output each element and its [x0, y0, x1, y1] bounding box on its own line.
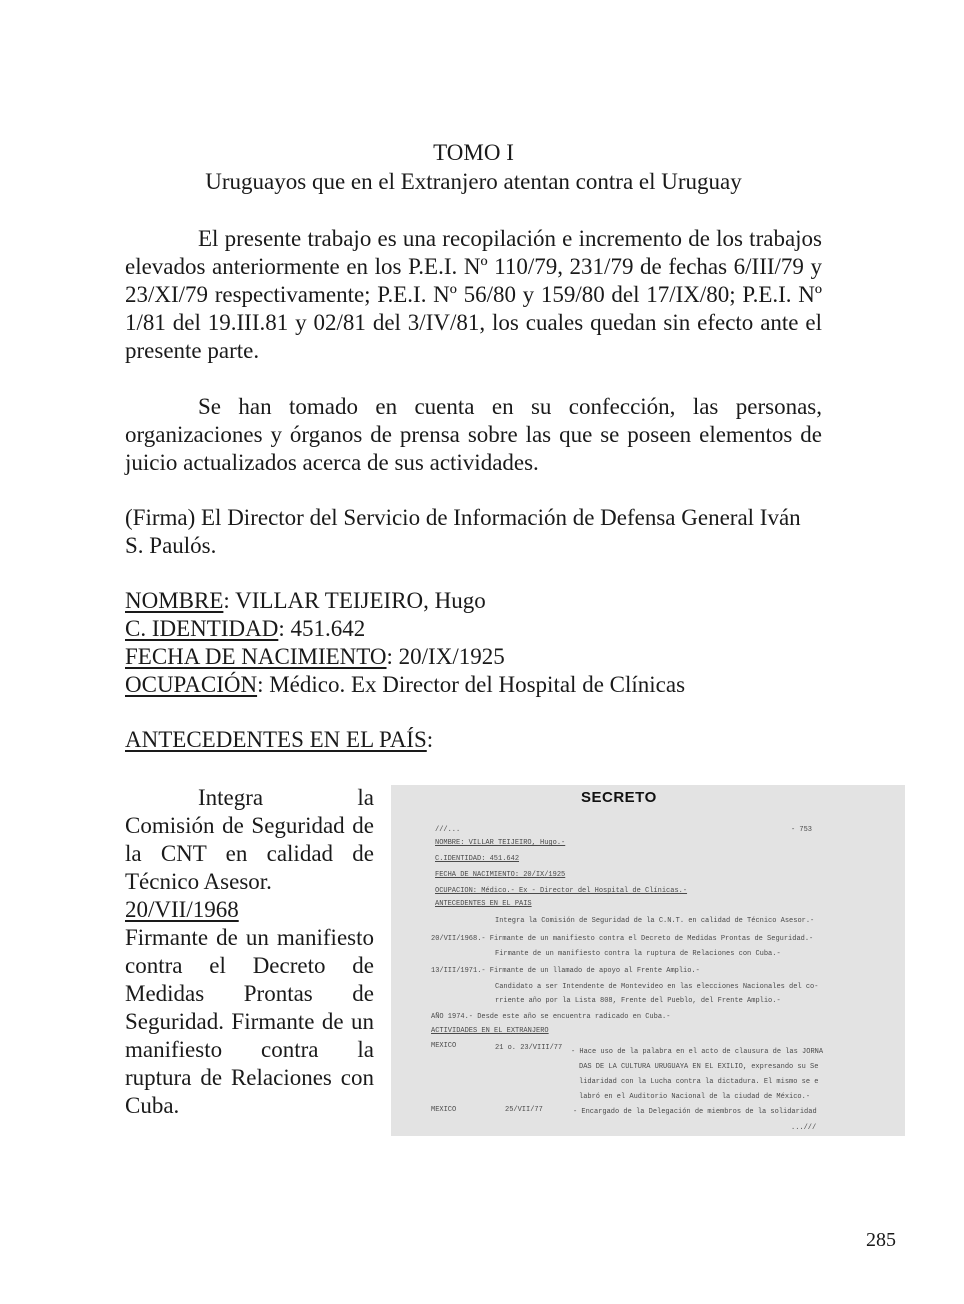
scan-line: - Encargado de la Delegación de miembros de la solidaridad	[573, 1108, 817, 1116]
scan-line: ANTECEDENTES EN EL PAIS	[435, 900, 532, 908]
antecedentes-entry-manifiestos: Firmante de un manifiesto contra el Decreto de Medidas Prontas de Seguridad. Firmante de un manifiesto contra la ruptura de Relaciones con Cuba.	[125, 925, 374, 1118]
scan-line: OCUPACION: Médico.- Ex - Director del Hospital de Clínicas.-	[435, 887, 688, 895]
scan-line: Firmante de un manifiesto contra la ruptura de Relaciones con Cuba.-	[495, 950, 781, 958]
id-label: C. IDENTIDAD	[125, 616, 279, 641]
antecedentes-entry-cnt: Integra la Comisión de Seguridad de la CNT en calidad de Técnico Asesor.	[125, 785, 374, 894]
scanned-document-image	[391, 785, 905, 1136]
scan-line: lidaridad con la Lucha contra la dictadura. El mismo se e	[579, 1078, 819, 1086]
antecedentes-date: 20/VII/1968	[125, 897, 239, 922]
occupation-label: OCUPACIÓN	[125, 672, 258, 697]
intro-paragraph: El presente trabajo es una recopilación e incremento de los trabajos elevados anteriormente en los P.E.I. Nº 110/79, 231/79 de fechas 6/III/79 y 23/XI/79 respectivamente; P.E.I. Nº 56/80 y 159/80 del 17/IX/80; P.E.I. Nº 1/81 del 19.III.81 y 02/81 del 3/IV/81, los cuales quedan sin efecto ante el presente parte.	[125, 226, 822, 363]
name-value: : VILLAR TEIJEIRO, Hugo	[223, 588, 486, 613]
page-number: 285	[866, 1229, 896, 1251]
antecedentes-heading-colon: :	[426, 727, 434, 752]
antecedentes-heading-text: ANTECEDENTES EN EL PAÍS	[125, 727, 427, 752]
scan-line: 25/VII/77	[505, 1106, 543, 1114]
birthdate-row	[125, 643, 822, 671]
scan-line: Candidato a ser Intendente de Montevideo en las elecciones Nacionales del co-	[495, 983, 819, 991]
name-label: NOMBRE	[125, 588, 224, 613]
scan-line: ACTIVIDADES EN EL EXTRANJERO	[431, 1027, 549, 1035]
scan-line: ///...	[435, 826, 461, 834]
sources-paragraph: Se han tomado en cuenta en su confección, las personas, organizaciones y órganos de prensa sobre las que se poseen elementos de juicio actualizados acerca de sus actividades.	[125, 394, 822, 475]
scan-line: NOMBRE: VILLAR TEIJEIRO, Hugo.-	[435, 839, 566, 847]
scan-line: 20/VII/1968.- Firmante de un manifiesto contra el Decreto de Medidas Prontas de Seguridad.-	[431, 935, 814, 943]
antecedentes-text	[125, 784, 374, 1120]
scan-line: ...///	[791, 1124, 817, 1132]
birthdate-value: : 20/IX/1925	[386, 644, 505, 669]
scan-line: C.IDENTIDAD: 451.642	[435, 855, 520, 863]
scan-line: FECHA DE NACIMIENTO: 20/IX/1925	[435, 871, 566, 879]
scan-line: - Hace uso de la palabra en el acto de clausura de las JORNA	[571, 1048, 824, 1056]
scan-line: 21 o. 23/VIII/77	[495, 1044, 563, 1052]
signature-line: (Firma) El Director del Servicio de Información de Defensa General Iván S. Paulós.	[125, 505, 801, 558]
occupation-value: : Médico. Ex Director del Hospital de Clínicas	[257, 672, 686, 697]
id-row	[125, 615, 822, 643]
birthdate-label: FECHA DE NACIMIENTO	[125, 644, 387, 669]
scan-line: AÑO 1974.- Desde este año se encuentra radicado en Cuba.-	[431, 1013, 671, 1021]
scan-line: Integra la Comisión de Seguridad de la C.N.T. en calidad de Técnico Asesor.-	[495, 917, 815, 925]
scan-line: rriente año por la Lista 808, Frente del Pueblo, del Frente Amplio.-	[495, 997, 781, 1005]
scan-line: - 753	[791, 826, 813, 834]
scan-line: 13/III/1971.- Firmante de un llamado de apoyo al Frente Amplio.-	[431, 967, 700, 975]
scan-line: MEXICO	[431, 1106, 457, 1114]
scan-line: MEXICO	[431, 1042, 457, 1050]
scan-line: labró en el Auditorio Nacional de la ciudad de México.-	[579, 1093, 811, 1101]
document-title: TOMO I	[433, 140, 514, 165]
occupation-row	[125, 671, 822, 699]
secret-stamp: SECRETO	[581, 789, 657, 806]
name-row	[125, 587, 822, 615]
id-value: : 451.642	[278, 616, 366, 641]
antecedentes-heading	[125, 726, 822, 754]
scan-line: DAS DE LA CULTURA URUGUAYA EN EL EXILIO, expresando su Se	[579, 1063, 819, 1071]
identity-block	[125, 587, 822, 699]
document-subtitle: Uruguayos que en el Extranjero atentan contra el Uruguay	[205, 169, 742, 194]
